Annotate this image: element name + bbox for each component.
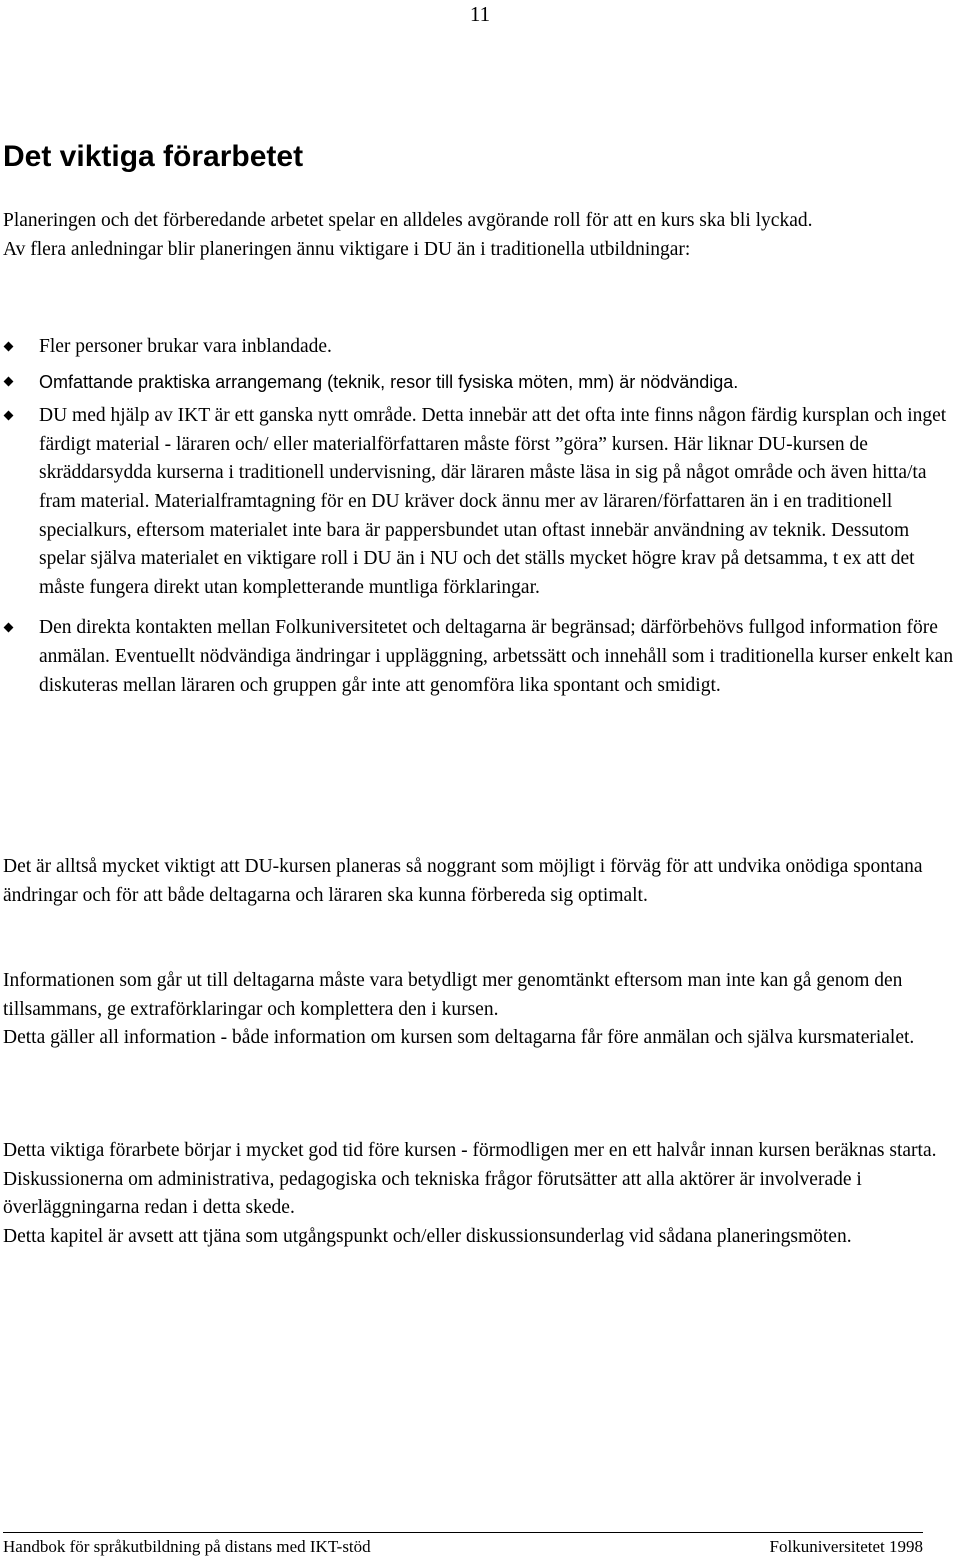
diamond-bullet-icon [4, 376, 14, 386]
paragraph-line: Diskussionerna om administrativa, pedagogiska och tekniska frågor förutsätter att alla aktörer är involverade i överläggningarna redan i detta skede. [3, 1168, 862, 1219]
paragraph [3, 967, 957, 1053]
paragraph-line: Detta gäller all information - både information om kursen som deltagarna får före anmälan och själva kursmaterialet. [3, 1027, 915, 1049]
footer-title: Handbok för språkutbildning på distans med IKT-stöd [3, 1537, 371, 1556]
intro-paragraph [3, 207, 957, 264]
diamond-bullet-icon [4, 623, 14, 633]
intro-line: Planeringen och det förberedande arbetet spelar en alldeles avgörande roll för att en kurs ska bli lyckad. [3, 210, 813, 231]
paragraph: Det är alltså mycket viktigt att DU-kursen planeras så noggrant som möjligt i förväg för att undvika onödiga spontana ändringar och för att både deltagarna och läraren ska kunna förbereda sig optimalt. [3, 856, 923, 906]
diamond-bullet-icon [4, 342, 14, 352]
list-item-text: Fler personer brukar vara inblandade. [39, 336, 332, 357]
reasons-list [3, 333, 957, 700]
list-item [3, 402, 957, 602]
list-item [3, 368, 957, 397]
paragraph [3, 1137, 957, 1251]
paragraph-line: Detta viktiga förarbete börjar i mycket god tid före kursen - förmodligen mer en ett halvår innan kursen beräknas starta. [3, 1140, 937, 1161]
page-footer [3, 1532, 923, 1557]
intro-line: Av flera anledningar blir planeringen ännu viktigare i DU än i traditionella utbildningar: [3, 238, 691, 260]
paragraph-line: Informationen som går ut till deltagarna måste vara betydligt mer genomtänkt eftersom man inte kan gå genom den tillsammans, ge extraförklaringar och komplettera den i kursen. [3, 970, 903, 1020]
list-item-text: DU med hjälp av IKT är ett ganska nytt område. Detta innebär att det ofta inte finns någon färdig kursplan och inget färdigt material - läraren och/ eller materialförfattaren måste först ”göra” kursen. Här liknar DU-kursen de skräddarsydda kurserna i traditionell undervisning, där läraren måste läsa in sig på något område och även hitta/ta fram material. Materialframtagning för en DU kräver dock ännu mer av läraren/författaren än i en traditionell specialkurs, eftersom materialet inte bara är pappersbundet utan oftast innebär användning av teknik. Dessutom spelar själva materialet en viktigare roll i DU än i NU och det ställs mycket högre krav på detsamma, t ex att det måste fungera direkt utan kompletterande muntliga förklaringar. [39, 405, 947, 598]
list-item-text: Omfattande praktiska arrangemang (teknik, resor till fysiska möten, mm) är nödvändiga. [39, 371, 739, 392]
list-item [3, 333, 957, 362]
footer-publisher: Folkuniversitetet 1998 [769, 1537, 923, 1556]
list-item-text: Den direkta kontakten mellan Folkuniversitetet och deltagarna är begränsad; därförbehövs fullgod information före anmälan. Eventuellt nödvändiga ändringar i uppläggning, arbetssätt och innehåll som i traditionella kurser enkelt kan diskuteras mellan läraren och gruppen går inte att genomföra lika spontant och smidigt. [39, 617, 954, 696]
page-number: 11 [469, 2, 491, 26]
list-item [3, 614, 957, 700]
section-heading: Det viktiga förarbetet [3, 140, 304, 173]
paragraph-line: Detta kapitel är avsett att tjäna som utgångspunkt och/eller diskussionsunderlag vid sådana planeringsmöten. [3, 1225, 852, 1247]
diamond-bullet-icon [4, 411, 14, 421]
